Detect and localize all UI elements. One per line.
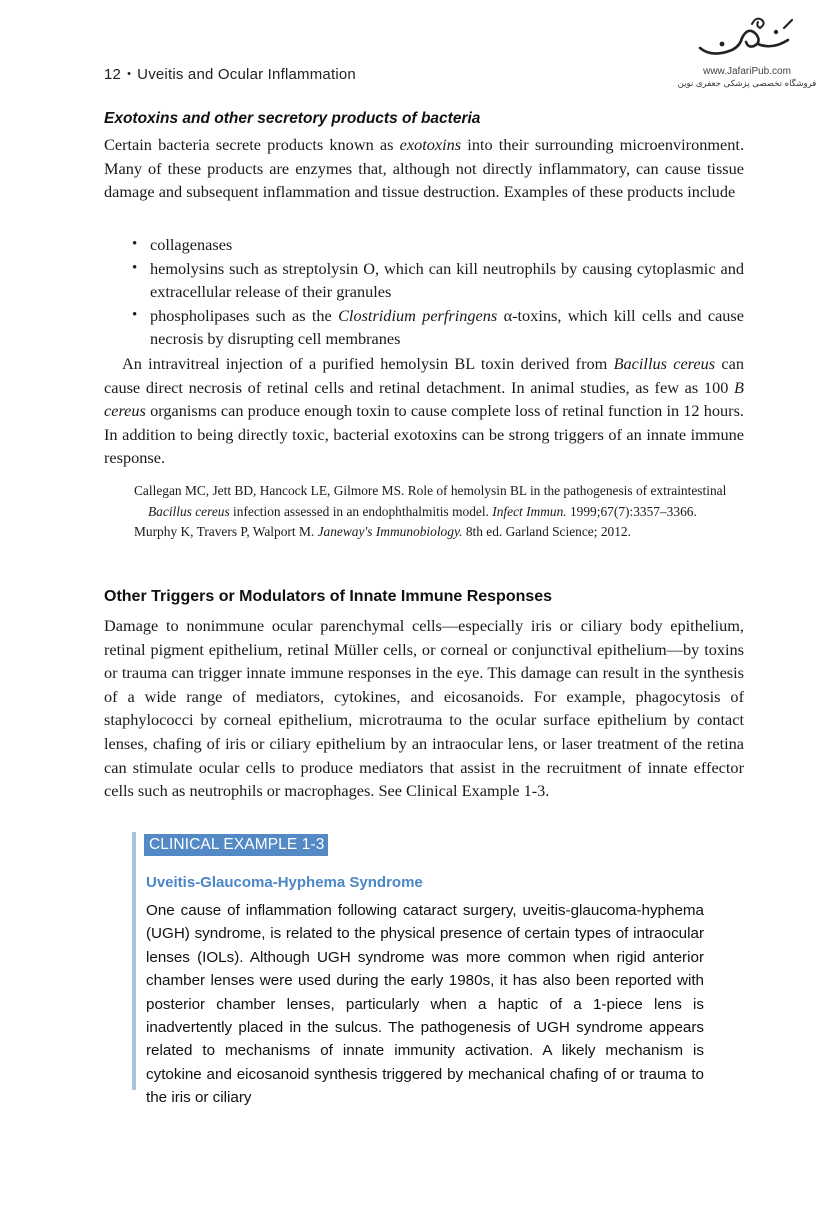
references <box>134 481 734 543</box>
exotoxins-intro-paragraph: Certain bacteria secrete products known as exotoxins into their surrounding microenvironment. Many of these products are enzymes that, although not directly inflammatory, can cause tissue damage and subsequent inflammation and tissue destruction. Examples of these products include <box>104 135 745 202</box>
reference-item: Murphy K, Travers P, Walport M. Janeway's Immunobiology. 8th ed. Garland Science; 2012. <box>134 524 631 539</box>
book-title: Uveitis and Ocular Inflammation <box>137 66 356 83</box>
running-head <box>104 66 356 83</box>
exotoxin-examples-list <box>132 233 744 351</box>
page-number: 12 <box>104 66 122 83</box>
section-heading-other-triggers: Other Triggers or Modulators of Innate Immune Responses <box>104 588 553 605</box>
reference-item: Callegan MC, Jett BD, Hancock LE, Gilmore MS. Role of hemolysin BL in the pathogenesis of extraintestinal Bacillus cereus infection assessed in an endophthalmitis model. Infect Immun. 1999;67(7):3357–3366. <box>134 483 727 519</box>
header-separator: • <box>127 68 132 80</box>
section-heading-exotoxins: Exotoxins and other secretory products of bacteria <box>104 110 481 127</box>
clinical-example-sidebar-rule <box>132 832 136 1090</box>
clinical-example-badge: CLINICAL EXAMPLE 1-3 <box>144 834 328 856</box>
clinical-example-title: Uveitis-Glaucoma-Hyphema Syndrome <box>146 874 423 891</box>
list-item: • collagenases <box>132 233 744 257</box>
publisher-logo <box>672 14 822 104</box>
hemolysin-paragraph: An intravitreal injection of a purified hemolysin BL toxin derived from Bacillus cereus can cause direct necrosis of retinal cells and retinal detachment. In animal studies, as few as 100 B cereus organisms can produce enough toxin to cause complete loss of retinal function in 12 hours. In addition to being directly toxic, bacterial exotoxins can be strong triggers of an innate immune response. <box>104 354 744 468</box>
other-triggers-paragraph: Damage to nonimmune ocular parenchymal cells—especially iris or ciliary body epithelium, retinal pigment epithelium, retinal Müller cells, or corneal or conjunctival epithelium—by toxins or trauma can trigger innate immune responses in the eye. This damage can result in the synthesis of a wide range of mediators, cytokines, and eicosanoids. For example, phagocytosis of staphylococci by corneal epithelium, microtrauma to the ocular surface epithelium by contact lenses, chafing of iris or ciliary epithelium by an intraocular lens, or laser treatment of the retina can stimulate ocular cells to produce mediators that assist in the recruitment of innate effector cells such as neutrophils or macrophages. See Clinical Example 1-3. <box>104 616 744 801</box>
publisher-tagline: فروشگاه تخصصی پزشکی جعفری نوین <box>677 79 817 89</box>
clinical-example-body: One cause of inflammation following cataract surgery, uveitis-glaucoma-hyphema (UGH) syndrome, is related to the physical presence of certain types of intraocular lenses (IOLs). Although UGH syndrome was more common when rigid anterior chamber lenses were used during the early 1980s, it has also been reported with posterior chamber lenses, particularly when a haptic of a 1-piece lens is inadvertently placed in the sulcus. The pathogenesis of UGH syndrome appears related to mechanisms of innate immunity activation. A likely mechanism is cytokine and eicosanoid synthesis triggered by mechanical chafing of or trauma to the iris or ciliary <box>146 902 704 1107</box>
publisher-url: www.JafariPub.com <box>703 66 791 77</box>
list-item: • hemolysins such as streptolysin O, which can kill neutrophils by causing cytoplasmic and extracellular release of their granules <box>132 257 744 304</box>
jafari-logo-icon <box>692 14 802 64</box>
list-item: • phospholipases such as the Clostridium perfringens α-toxins, which kill cells and cause necrosis by disrupting cell membranes <box>132 304 744 351</box>
